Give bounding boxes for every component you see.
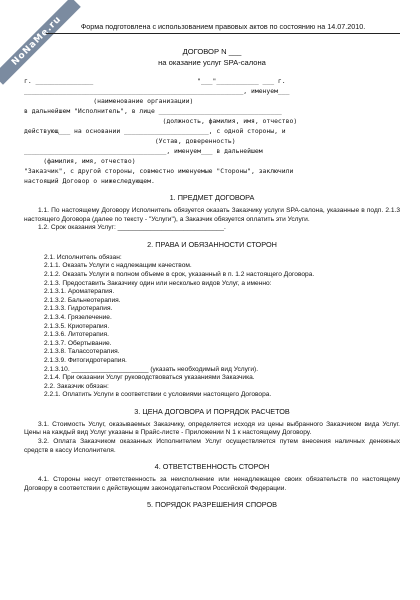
header-divider xyxy=(46,33,400,34)
clause-4-1: 4.1. Стороны несут ответственность за неисполнение или ненадлежащее своих обязательств по настоящему Договору в соответствии с действующим законодательством Российской Федерации. xyxy=(24,476,400,492)
list-item: 2.1.1. Оказать Услуги с надлежащим качеством. xyxy=(44,262,192,270)
document-title-block xyxy=(24,46,400,68)
preamble-line: действующ___ на основании ______________________, с одной стороны, и xyxy=(24,127,286,135)
preamble-line: (Устав, доверенность) xyxy=(24,137,236,145)
preamble-line: (должность, фамилия, имя, отчество) xyxy=(24,117,298,125)
preamble-line: _________________________________________________________, именуем___ xyxy=(24,87,290,95)
preamble-line: _____________________________________, именуем___ в дальнейшем xyxy=(24,147,263,155)
section-5-heading: 5. ПОРЯДОК РАЗРЕШЕНИЯ СПОРОВ xyxy=(146,500,277,510)
section-3-heading: 3. ЦЕНА ДОГОВОРА И ПОРЯДОК РАСЧЕТОВ xyxy=(134,406,290,416)
section-4-heading: 4. ОТВЕТСТВЕННОСТЬ СТОРОН xyxy=(154,462,270,472)
document-subtitle: на оказание услуг SPA-салона xyxy=(158,58,266,67)
clause-1-1: 1.1. По настоящему Договору Исполнитель обязуется оказать Заказчику услуги SPA-салона, указанные в подп. 2.1.3 настоящего Договора (далее по тексту - "Услуги"), а Заказчик обязуется оплатить эти Услуги. xyxy=(24,207,400,223)
preamble-line: (наименование организации) xyxy=(24,97,194,105)
list-item: 2.1.3.8. Талассотерапия. xyxy=(44,348,120,356)
list-item: 2.1.3.1. Ароматерапия. xyxy=(44,288,115,296)
list-item: 2.1.3.5. Криотерапия. xyxy=(44,322,110,330)
list-item: 2.2.1. Оплатить Услуги в соответствии с условиями настоящего Договора. xyxy=(44,391,272,399)
preamble-line: "Заказчик", с другой стороны, совместно именуемые "Стороны", заключили xyxy=(24,167,294,175)
list-item: 2.1.3.3. Гидротерапия. xyxy=(44,305,113,313)
preamble-line: (фамилия, имя, отчество) xyxy=(24,157,136,165)
list-item: 2.1.3.2. Бальнеотерапия. xyxy=(44,296,121,304)
watermark-banner: NoNaMe.ru xyxy=(0,0,81,85)
clause-3-2: 3.2. Оплата Заказчиком оказанных Исполнителем Услуг осуществляется путем внесения наличных денежных средств в кассу Исполнителя. xyxy=(24,438,400,454)
list-item: 2.1.3.4. Грязелечение. xyxy=(44,313,112,321)
header-note: Форма подготовлена с использованием правовых актов по состоянию на 14.07.2010. xyxy=(80,22,366,31)
list-item: 2.2. Заказчик обязан: xyxy=(44,382,109,390)
list-item: 2.1.3.7. Обертывание. xyxy=(44,339,112,347)
preamble xyxy=(24,76,400,186)
preamble-line: в дальнейшем "Исполнитель", в лице ________________________________ xyxy=(24,107,282,115)
preamble-line: г. _______________ "___"___________ ___ г. xyxy=(24,77,286,85)
section-1-heading: 1. ПРЕДМЕТ ДОГОВОРА xyxy=(169,193,255,202)
list-item: 2.1.3.6. Литотерапия. xyxy=(44,331,109,339)
list-item: 2.1.3. Предоставить Заказчику один или несколько видов Услуг, а именно: xyxy=(44,279,272,287)
list-item: 2.1.4. При оказании Услуг руководствоваться указаниями Заказчика. xyxy=(44,374,255,382)
section-2-list xyxy=(24,254,400,400)
preamble-line: настоящий Договор о нижеследующем. xyxy=(24,177,155,185)
section-2-heading: 2. ПРАВА И ОБЯЗАННОСТИ СТОРОН xyxy=(147,239,277,249)
list-item: 2.1.3.9. Фитогидротерапия. xyxy=(44,356,127,364)
list-item: 2.1.2. Оказать Услуги в полном объеме в срок, указанный в п. 1.2 настоящего Договора. xyxy=(44,270,315,278)
clause-3-1: 3.1. Стоимость Услуг, оказываемых Заказчику, определяется исходя из цены выбранного Заказчиком вида Услуг. Цены на каждый вид Услуг указаны в Прайс-листе - Приложении N 1 к настоящему Договору. xyxy=(24,420,400,437)
document-page xyxy=(24,22,400,514)
list-item: 2.1. Исполнитель обязан: xyxy=(44,253,122,261)
list-item: 2.1.3.10. _____________________ (указать необходимый вид Услуги). xyxy=(44,365,259,373)
document-title: ДОГОВОР N ___ xyxy=(182,47,242,56)
clause-1-2: 1.2. Срок оказания Услуг: _____________________________. xyxy=(38,224,226,232)
